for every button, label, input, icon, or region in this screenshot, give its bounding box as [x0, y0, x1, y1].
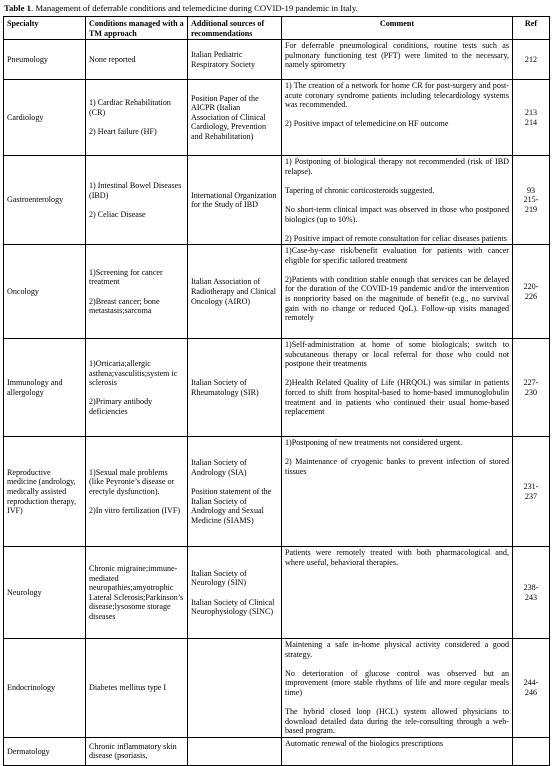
ref-cell-line: 238- [523, 583, 539, 593]
conditions-cell-line: 2) Celiac Disease [89, 209, 146, 219]
header-conditions: Conditions managed with a TM approach [86, 17, 188, 40]
ref-cell [513, 40, 550, 80]
specialty-cell: Cardiology [4, 80, 86, 156]
table-row [4, 339, 550, 437]
comment-cell-line: 1) The creation of a network for home CR for post-surgery and post-acute coronary syndrome patients including telecardiology systems was recommended. [285, 81, 509, 110]
ref-cell [513, 547, 550, 639]
comment-cell-line: 2) Maintenance of cryogenic banks to prevent infection of stored tissues [285, 457, 509, 476]
sources-cell [188, 639, 282, 738]
specialty-cell: Reproductive medicine (andrology, medically assisted reproduction therapy, IVF) [4, 437, 86, 547]
specialty-cell: Gastroenterology [4, 156, 86, 245]
sources-cell-line: International Organization for the Study of IBD [191, 190, 277, 210]
comment-cell [282, 639, 513, 738]
comment-cell-line: Tapering of chronic corticosteroids suggested. [285, 185, 435, 195]
table-row [4, 737, 550, 765]
comment-cell-line: 2) Positive impact of remote consultation for celiac diseases patients [285, 233, 507, 243]
comment-cell-line: 1)Self-administration at home of some biologicals; switch to subcutaneous therapy or local referral for those who could not postpone their treatments [285, 340, 509, 369]
specialty-cell: Oncology [4, 245, 86, 339]
specialty-cell: Pneumology [4, 40, 86, 80]
sources-cell [188, 80, 282, 156]
header-specialty: Specialty [4, 17, 86, 40]
sources-cell-line: Italian Association of Radiotherapy and Clinical Oncology (AIRO) [191, 277, 276, 306]
comment-cell [282, 156, 513, 245]
conditions-cell-line: Chronic inflammatory skin disease (psoriasis, [89, 741, 177, 761]
sources-cell [188, 437, 282, 547]
conditions-cell [86, 80, 188, 156]
ref-cell-line: 220- [523, 282, 539, 292]
header-sources: Additional sources of recommendations [188, 17, 282, 40]
sources-cell-line: Italian Society of Rheumatology (SIR) [191, 378, 259, 397]
conditions-cell-line: Chronic migraine;immune-mediated neuropathies;amyotrophic Lateral Sclerosis;Parkinson’s disease;lysosome storage diseases [89, 564, 184, 621]
conditions-cell [86, 547, 188, 639]
comment-cell-line: 2)Patients with condition stable enough that services can be delayed for the duration of the COVID-19 pandemic and/or the intervention is nonpriority based on the magnitude of benefit (e.g., no survival gain with no change or reduced QoL). Follow-up visits managed remotely [285, 274, 509, 323]
ref-cell-line: 231- [523, 482, 539, 492]
comment-cell-line: 1) Postponing of biological therapy not recommended (risk of IBD relapse). [285, 157, 509, 176]
sources-cell-line: Italian Pediatric Respiratory Society [191, 50, 256, 69]
comment-cell [282, 547, 513, 639]
ref-cell-line: 227- [523, 378, 539, 388]
ref-cell [513, 437, 550, 547]
conditions-cell-line: 2)Primary antibody deficiencies [89, 397, 153, 416]
header-ref: Ref [513, 17, 550, 40]
table-caption [4, 3, 358, 13]
ref-cell-line: 243 [524, 592, 538, 602]
ref-cell [513, 339, 550, 437]
header-comment: Comment [282, 17, 513, 40]
conditions-cell-line: 2) Heart failure (HF) [89, 127, 157, 137]
ref-cell-line: 244- [523, 678, 539, 688]
conditions-cell-line: 2)Breast cancer; bone metastasis;sarcoma [89, 296, 160, 316]
conditions-cell-line: 1) Intestinal Bowel Diseases (IBD) [89, 181, 182, 200]
ref-cell [513, 245, 550, 339]
conditions-cell-line: 2)In vitro fertilization (IVF) [89, 506, 181, 516]
ref-cell-line: 212 [524, 54, 538, 64]
ref-cell-line: 215- [523, 195, 539, 205]
table-row [4, 80, 550, 156]
ref-cell-line: 230 [524, 387, 538, 397]
comment-cell-line: For deferrable pneumological conditions, routine tests such as pulmonary functioning test (PFT) were limited to the necessary, namely spirometry [285, 41, 509, 70]
ref-cell-line: 246 [524, 688, 538, 698]
specialty-cell: Immunology and allergology [4, 339, 86, 437]
conditions-cell-line: 1)Orticaria;allergic asthma;vasculitis;system ic sclerosis [89, 359, 178, 388]
conditions-cell [86, 339, 188, 437]
sources-cell-line: Position statement of the Italian Society of Andrology and Sexual Medicine (SIAMS) [191, 487, 272, 525]
table-row [4, 245, 550, 339]
table-label: Table 1 [4, 3, 31, 13]
comment-cell-line: 1)Case-by-case risk/benefit evaluation for patients with cancer eligible for specific tailored treatment [285, 246, 509, 265]
table-body [4, 40, 550, 766]
conditions-cell [86, 639, 188, 738]
telemedicine-table [3, 16, 550, 766]
sources-cell-line: Italian Society of Clinical Neurophysiology (SINC) [191, 597, 275, 617]
conditions-cell-line: 1)Screening for cancer treatment [89, 267, 163, 287]
comment-cell-line: Maintening a safe in-home physical activity considered a good strategy. [285, 640, 509, 659]
table-row [4, 547, 550, 639]
comment-cell [282, 80, 513, 156]
comment-cell-line: 2)Health Related Quality of Life (HRQOL) was similar in patients forced to shift from hospital-based to home-based immunoglobulin treatment and in patients who continued their usual home-based replacement [285, 378, 509, 417]
comment-cell-line: No deterioration of glucose control was observed but an improvement (more stable rhythms of life and more regular meals time) [285, 668, 509, 698]
conditions-cell-line: 1)Sexual male problems (like Peyronie’s disease or erectyle dysfunction). [89, 467, 175, 496]
sources-cell [188, 40, 282, 80]
conditions-cell-line: 1) Cardiac Rehabilitation (CR) [89, 98, 171, 117]
specialty-cell: Neurology [4, 547, 86, 639]
comment-cell-line: 2) Positive impact of telemedicine on HF outcome [285, 119, 449, 129]
ref-cell-line: 214 [524, 117, 538, 127]
table-row [4, 639, 550, 738]
table-row [4, 156, 550, 245]
ref-cell-line: 213 [524, 108, 538, 117]
conditions-cell [86, 437, 188, 547]
header-row [4, 17, 550, 40]
comment-cell-line: The hybrid closed loop (HCL) system allowed physicians to download detailed data during the tele-consulting through a web-based program. [285, 707, 509, 736]
conditions-cell [86, 737, 188, 765]
sources-cell [188, 245, 282, 339]
conditions-cell [86, 40, 188, 80]
table-row [4, 40, 550, 80]
table-row [4, 437, 550, 547]
conditions-cell [86, 156, 188, 245]
conditions-cell [86, 245, 188, 339]
ref-cell-line: 93 [526, 185, 536, 195]
comment-cell [282, 40, 513, 80]
ref-cell [513, 737, 550, 765]
ref-cell-line: 226 [524, 291, 538, 301]
comment-cell-line: 1)Postponing of new treatments not considered urgent. [285, 438, 463, 448]
sources-cell [188, 737, 282, 765]
sources-cell-line: Italian Society of Neurology (SIN) [191, 568, 247, 588]
specialty-cell: Endocrinology [4, 639, 86, 738]
comment-cell [282, 437, 513, 547]
sources-cell-line: Italian Society of Andrology (SIA) [191, 458, 247, 477]
sources-cell [188, 547, 282, 639]
ref-cell [513, 639, 550, 738]
sources-cell [188, 156, 282, 245]
comment-cell [282, 339, 513, 437]
comment-cell-line: No short-term clinical impact was observed in those who postponed biologics (up to 10%). [285, 204, 509, 224]
conditions-cell-line: Diabetes mellitus type I [89, 683, 167, 693]
ref-cell-line: 219 [524, 204, 538, 214]
ref-cell [513, 156, 550, 245]
table-caption-text: . Management of deferrable conditions and telemedicine during COVID-19 pandemic in Italy. [30, 3, 358, 13]
ref-cell-line: 237 [524, 491, 538, 501]
conditions-cell-line: None reported [89, 54, 136, 64]
ref-cell [513, 80, 550, 156]
sources-cell [188, 339, 282, 437]
comment-cell [282, 737, 513, 765]
comment-cell [282, 245, 513, 339]
sources-cell-line: Position Paper of the AICPR (Italian Association of Clinical Cardiology, Prevention and Rehabilitation) [191, 93, 267, 141]
comment-cell-line: Automatic renewal of the biologics prescriptions [285, 738, 444, 748]
comment-cell-line: Patients were remotely treated with both pharmacological and, where useful, behavioral therapies. [285, 548, 509, 567]
specialty-cell: Dermatology [4, 737, 86, 765]
